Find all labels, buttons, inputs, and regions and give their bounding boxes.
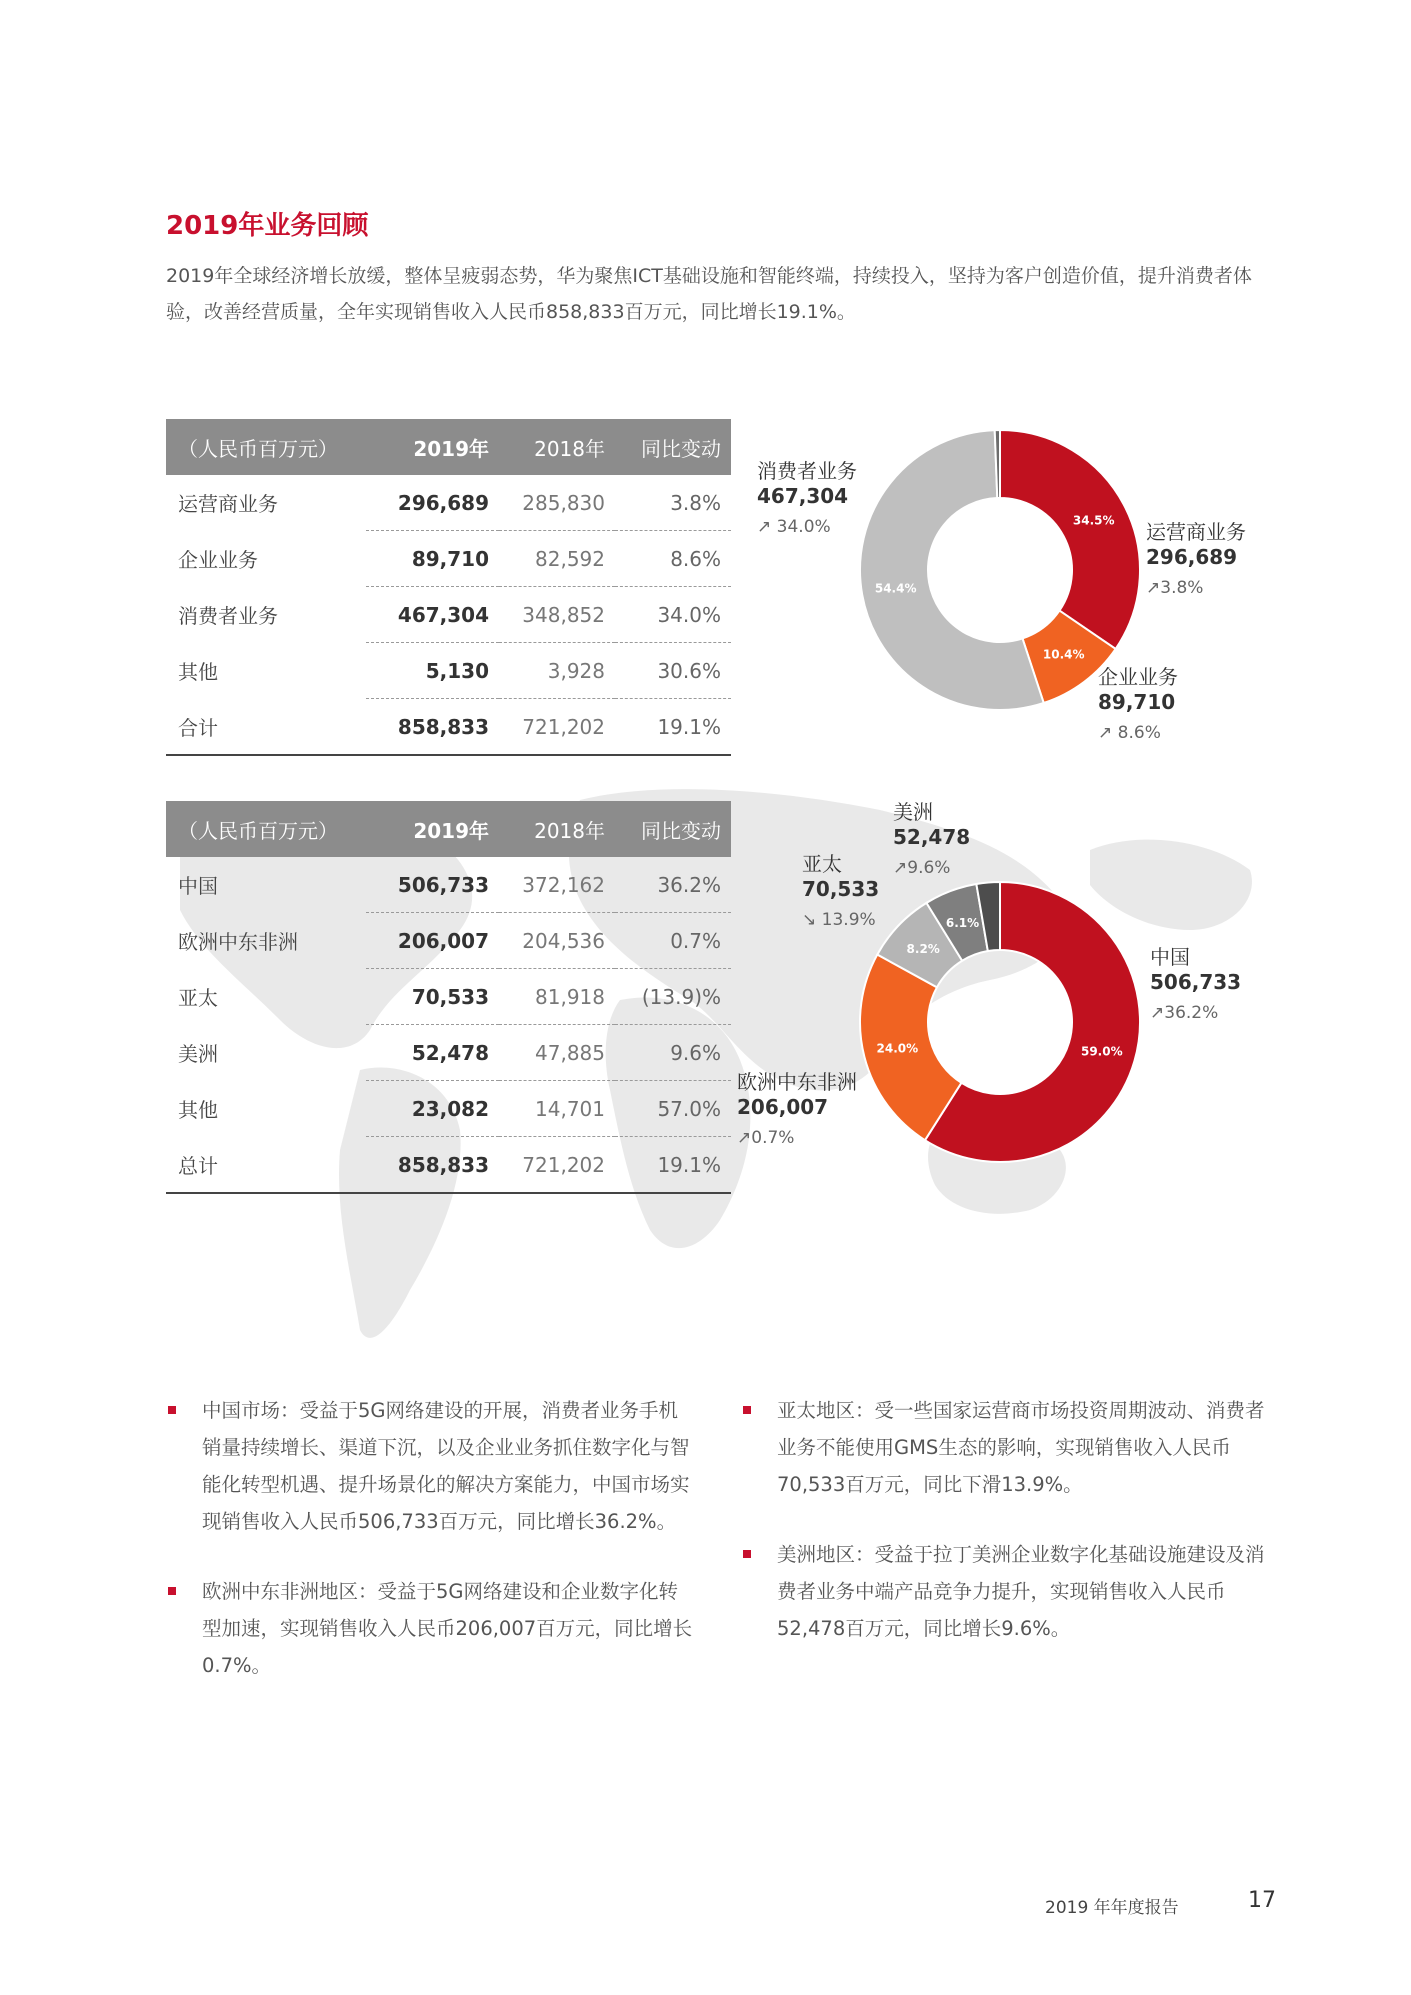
row-label: 欧洲中东非洲 [178, 930, 298, 954]
arrow-up-icon: ↗ [737, 1128, 752, 1148]
business-donut-slice-label-0: 34.5% [1072, 513, 1115, 528]
bullet-americas [741, 1536, 1281, 1647]
business-segment-table [166, 419, 731, 756]
callout-name: 欧洲中东非洲 [737, 1070, 857, 1094]
bullet-china-market [166, 1392, 696, 1540]
value-2018: 3,928 [499, 643, 615, 699]
header-change: 同比变动 [615, 801, 731, 857]
value-change: 8.6% [615, 531, 731, 587]
page-number: 17 [1248, 1888, 1276, 1913]
bullet-emea [166, 1573, 696, 1684]
table-row [166, 969, 731, 1025]
bullet-term: 亚太地区： [777, 1399, 875, 1422]
value-2018: 14,701 [499, 1081, 615, 1137]
value-2019: 296,689 [366, 475, 499, 531]
callout-name: 美洲 [893, 800, 933, 824]
value-2018: 348,852 [499, 587, 615, 643]
row-label: 其他 [178, 1098, 218, 1122]
region-donut-slice-label-1: 24.0% [876, 1041, 919, 1056]
value-2018: 204,536 [499, 913, 615, 969]
callout-value: 506,733 [1150, 970, 1242, 994]
callout-enterprise [1098, 665, 1178, 746]
row-label: 合计 [166, 699, 366, 756]
value-change: 36.2% [615, 857, 731, 913]
table-row [166, 1025, 731, 1081]
callout-value: 296,689 [1146, 545, 1238, 569]
table-total-row [166, 699, 731, 756]
callout-change: ↗9.6% [893, 858, 951, 878]
bullet-term: 美洲地区： [777, 1543, 875, 1566]
value-2019: 5,130 [366, 643, 499, 699]
header-change: 同比变动 [615, 419, 731, 475]
intro-paragraph: 2019年全球经济增长放缓，整体呈疲弱态势，华为聚焦ICT基础设施和智能终端，持续投入，坚持为客户创造价值，提升消费者体验，改善经营质量，全年实现销售收入人民币858,833百万元，同比增长19.1%。 [166, 265, 1252, 323]
bullet-square-icon [743, 1550, 751, 1558]
value-2019: 23,082 [366, 1081, 499, 1137]
arrow-up-icon: ↗ [757, 517, 772, 537]
arrow-up-icon: ↗ [1098, 723, 1113, 743]
region-donut-slice-label-0: 59.0% [1080, 1044, 1123, 1059]
value-2019: 467,304 [366, 587, 499, 643]
bullets-left-column [166, 1392, 696, 1717]
value-2019: 858,833 [366, 1137, 499, 1194]
table-total-row [166, 1137, 731, 1194]
row-label: 运营商业务 [178, 492, 278, 517]
region-table [166, 801, 731, 1194]
callout-value: 89,710 [1098, 690, 1176, 714]
callout-change: ↗ 8.6% [1098, 723, 1161, 743]
callout-value: 52,478 [893, 825, 971, 849]
value-2018: 81,918 [499, 969, 615, 1025]
value-2018: 82,592 [499, 531, 615, 587]
bullet-term: 中国市场： [202, 1399, 300, 1422]
callout-name: 消费者业务 [757, 459, 857, 483]
table-row [166, 531, 731, 587]
bullet-square-icon [743, 1406, 751, 1414]
bullet-asia-pacific [741, 1392, 1281, 1503]
header-2018: 2018年 [499, 419, 615, 475]
business-donut-slice-label-2: 54.4% [874, 581, 917, 596]
callout-name: 中国 [1150, 945, 1190, 969]
callout-name: 运营商业务 [1146, 520, 1246, 544]
bullet-square-icon [168, 1406, 176, 1414]
footer-report-title: 2019 年年度报告 [1045, 1898, 1179, 1918]
value-change: 0.7% [615, 913, 731, 969]
value-change: 19.1% [615, 1137, 731, 1194]
callout-value: 467,304 [757, 484, 849, 508]
value-2018: 721,202 [499, 699, 615, 756]
value-2018: 285,830 [499, 475, 615, 531]
bullet-text: 受益于5G网络建设和企业数字化转型加速，实现销售收入人民币206,007百万元，同比增长0.7%。 [202, 1580, 693, 1677]
value-2018: 721,202 [499, 1137, 615, 1194]
table-row [166, 1081, 731, 1137]
value-change: (13.9)% [615, 969, 731, 1025]
value-change: 57.0% [615, 1081, 731, 1137]
value-2019: 70,533 [366, 969, 499, 1025]
header-2019: 2019年 [366, 801, 499, 857]
region-donut-slice-label-3: 6.1% [945, 915, 980, 930]
bullets-right-column [741, 1392, 1281, 1680]
header-2019: 2019年 [366, 419, 499, 475]
arrow-up-icon: ↗ [1146, 578, 1161, 598]
row-label: 中国 [178, 874, 218, 899]
table-row [166, 475, 731, 531]
arrow-up-icon: ↗ [893, 858, 908, 878]
bullet-term: 欧洲中东非洲地区： [202, 1580, 378, 1603]
value-2018: 47,885 [499, 1025, 615, 1081]
value-change: 30.6% [615, 643, 731, 699]
page-title: 2019年业务回顾 [166, 211, 369, 241]
business-donut-slice-label-1: 10.4% [1042, 647, 1085, 662]
callout-change: ↗0.7% [737, 1128, 795, 1148]
header-unit: （人民币百万元） [166, 419, 366, 475]
callout-name: 企业业务 [1098, 665, 1178, 689]
callout-china [1150, 945, 1241, 1026]
callout-change: ↗3.8% [1146, 578, 1204, 598]
callout-name: 亚太 [802, 852, 842, 876]
row-label: 美洲 [178, 1042, 218, 1066]
value-2019: 206,007 [366, 913, 499, 969]
value-2019: 52,478 [366, 1025, 499, 1081]
callout-change: ↗ 34.0% [757, 517, 831, 537]
bullet-text: 受益于5G网络建设的开展，消费者业务手机销量持续增长、渠道下沉，以及企业业务抓住数字化与智能化转型机遇、提升场景化的解决方案能力，中国市场实现销售收入人民币506,733百万元，同比增长36.2%。 [202, 1399, 690, 1533]
row-label: 消费者业务 [178, 604, 278, 628]
header-2018: 2018年 [499, 801, 615, 857]
callout-carrier [1146, 520, 1246, 601]
bullet-square-icon [168, 1587, 176, 1595]
callout-asia-pacific [802, 852, 879, 933]
callout-value: 70,533 [802, 877, 880, 901]
callout-change: ↘ 13.9% [802, 910, 876, 930]
table-row [166, 857, 731, 913]
region-donut-chart [850, 872, 1150, 1172]
value-change: 19.1% [615, 699, 731, 756]
callout-consumer [757, 459, 857, 540]
value-2019: 506,733 [366, 857, 499, 913]
value-2018: 372,162 [499, 857, 615, 913]
region-donut-slice-label-2: 8.2% [906, 941, 940, 956]
value-2019: 858,833 [366, 699, 499, 756]
arrow-up-icon: ↗ [1150, 1003, 1165, 1023]
business-donut-slice-0 [1000, 430, 1140, 649]
table-row [166, 587, 731, 643]
row-label: 亚太 [178, 986, 218, 1010]
value-change: 3.8% [615, 475, 731, 531]
callout-americas [893, 800, 970, 881]
bullet-text: 受益于拉丁美洲企业数字化基础设施建设及消费者业务中端产品竞争力提升，实现销售收入人民币52,478百万元，同比增长9.6%。 [777, 1543, 1265, 1640]
callout-change: ↗36.2% [1150, 1003, 1219, 1023]
table-row [166, 913, 731, 969]
row-label: 总计 [166, 1137, 366, 1194]
row-label: 其他 [178, 660, 218, 684]
arrow-down-icon: ↘ [802, 910, 817, 930]
table-row [166, 643, 731, 699]
row-label: 企业业务 [178, 548, 258, 572]
callout-emea [737, 1070, 857, 1151]
bullet-text: 受一些国家运营商市场投资周期波动、消费者业务不能使用GMS生态的影响，实现销售收入人民币70,533百万元，同比下滑13.9%。 [777, 1399, 1265, 1496]
callout-value: 206,007 [737, 1095, 829, 1119]
value-change: 9.6% [615, 1025, 731, 1081]
header-unit: （人民币百万元） [166, 801, 366, 857]
value-change: 34.0% [615, 587, 731, 643]
value-2019: 89,710 [366, 531, 499, 587]
